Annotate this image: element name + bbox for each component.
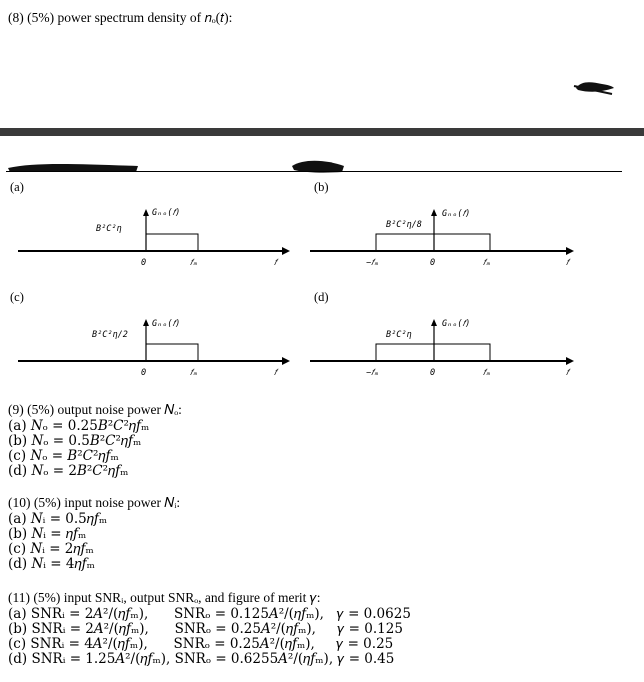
psd-d-x0: 0 xyxy=(430,368,436,378)
psd-panel-a xyxy=(0,200,300,310)
psd-c-ylabel: Gₙₒ(𝑓) xyxy=(152,319,181,329)
rule-line xyxy=(6,171,622,172)
psd-a-x0: 0 xyxy=(141,258,147,268)
psd-b-height: B²C²η/8 xyxy=(386,220,422,230)
panel-b-label: (b) xyxy=(314,180,329,194)
q11-option-a: (a) SNRᵢ = 2𝐴²/(𝜂𝑓ₘ), SNRₒ = 0.125𝐴²/(𝜂𝑓ₘ), 𝛾 = 0.0625 xyxy=(8,606,411,622)
psd-a-ylabel: Gₙₒ(𝑓) xyxy=(152,208,181,218)
q8-title: (8) (5%) power spectrum density of 𝑛ₒ(𝑡): xyxy=(8,10,233,25)
q10-option-b: (b) 𝑁ᵢ = 𝜂𝑓ₘ xyxy=(8,526,87,542)
q11-option-c: (c) SNRᵢ = 4𝐴²/(𝜂𝑓ₘ), SNRₒ = 0.25𝐴²/(𝜂𝑓ₘ), 𝛾 = 0.25 xyxy=(8,636,394,652)
psd-d-xf: 𝑓 xyxy=(566,368,569,378)
panel-c-label: (c) xyxy=(10,290,24,304)
psd-panel-c-axes xyxy=(0,310,300,390)
q9-option-a: (a) 𝑁ₒ = 0.25𝐵²𝐶²𝜂𝑓ₘ xyxy=(8,418,150,434)
panel-a-label: (a) xyxy=(10,180,24,194)
section-divider xyxy=(0,128,644,136)
q10-title: (10) (5%) input noise power 𝑁ᵢ: xyxy=(8,495,181,510)
q11-title: (11) (5%) input SNRᵢ, output SNRₒ, and figure of merit 𝛾: xyxy=(8,590,321,605)
psd-panel-d xyxy=(300,310,600,420)
q11-option-d: (d) SNRᵢ = 1.25𝐴²/(𝜂𝑓ₘ), SNRₒ = 0.6255𝐴²/(𝜂𝑓ₘ), 𝛾 = 0.45 xyxy=(8,651,395,667)
psd-panel-b xyxy=(300,200,600,310)
psd-c-xf: 𝑓 xyxy=(274,368,277,378)
psd-d-xneg: −𝑓ₘ xyxy=(366,368,379,378)
q10-option-d: (d) 𝑁ᵢ = 4𝜂𝑓ₘ xyxy=(8,556,95,572)
psd-b-xfm: 𝑓ₘ xyxy=(483,258,491,268)
q11-option-b: (b) SNRᵢ = 2𝐴²/(𝜂𝑓ₘ), SNRₒ = 0.25𝐴²/(𝜂𝑓ₘ), 𝛾 = 0.125 xyxy=(8,621,403,637)
psd-c-x0: 0 xyxy=(141,368,147,378)
q10-option-a: (a) 𝑁ᵢ = 0.5𝜂𝑓ₘ xyxy=(8,511,108,527)
psd-d-ylabel: Gₙₒ(𝑓) xyxy=(442,319,471,329)
psd-c-height: B²C²η/2 xyxy=(92,330,128,340)
psd-b-ylabel: Gₙₒ(𝑓) xyxy=(442,209,471,219)
psd-b-xneg: −𝑓ₘ xyxy=(366,258,379,268)
q9-option-d: (d) 𝑁ₒ = 2𝐵²𝐶²𝜂𝑓ₘ xyxy=(8,463,129,479)
psd-a-xfm: 𝑓ₘ xyxy=(190,258,198,268)
q9-title: (9) (5%) output noise power 𝑁ₒ: xyxy=(8,402,182,417)
q9-option-c: (c) 𝑁ₒ = 𝐵²𝐶²𝜂𝑓ₘ xyxy=(8,448,119,464)
q10-option-c: (c) 𝑁ᵢ = 2𝜂𝑓ₘ xyxy=(8,541,94,557)
panel-d-label: (d) xyxy=(314,290,329,304)
psd-d-xfm: 𝑓ₘ xyxy=(483,368,491,378)
psd-d-height: B²C²η xyxy=(386,330,412,340)
psd-panel-a-axes xyxy=(0,200,300,280)
psd-a-height: B²C²η xyxy=(96,224,122,234)
handwritten-scribble xyxy=(572,74,616,98)
q9-option-b: (b) 𝑁ₒ = 0.5𝐵²𝐶²𝜂𝑓ₘ xyxy=(8,433,142,449)
psd-b-x0: 0 xyxy=(430,258,436,268)
psd-c-xfm: 𝑓ₘ xyxy=(190,368,198,378)
psd-b-xf: 𝑓 xyxy=(566,258,569,268)
psd-a-xf: 𝑓 xyxy=(274,258,277,268)
